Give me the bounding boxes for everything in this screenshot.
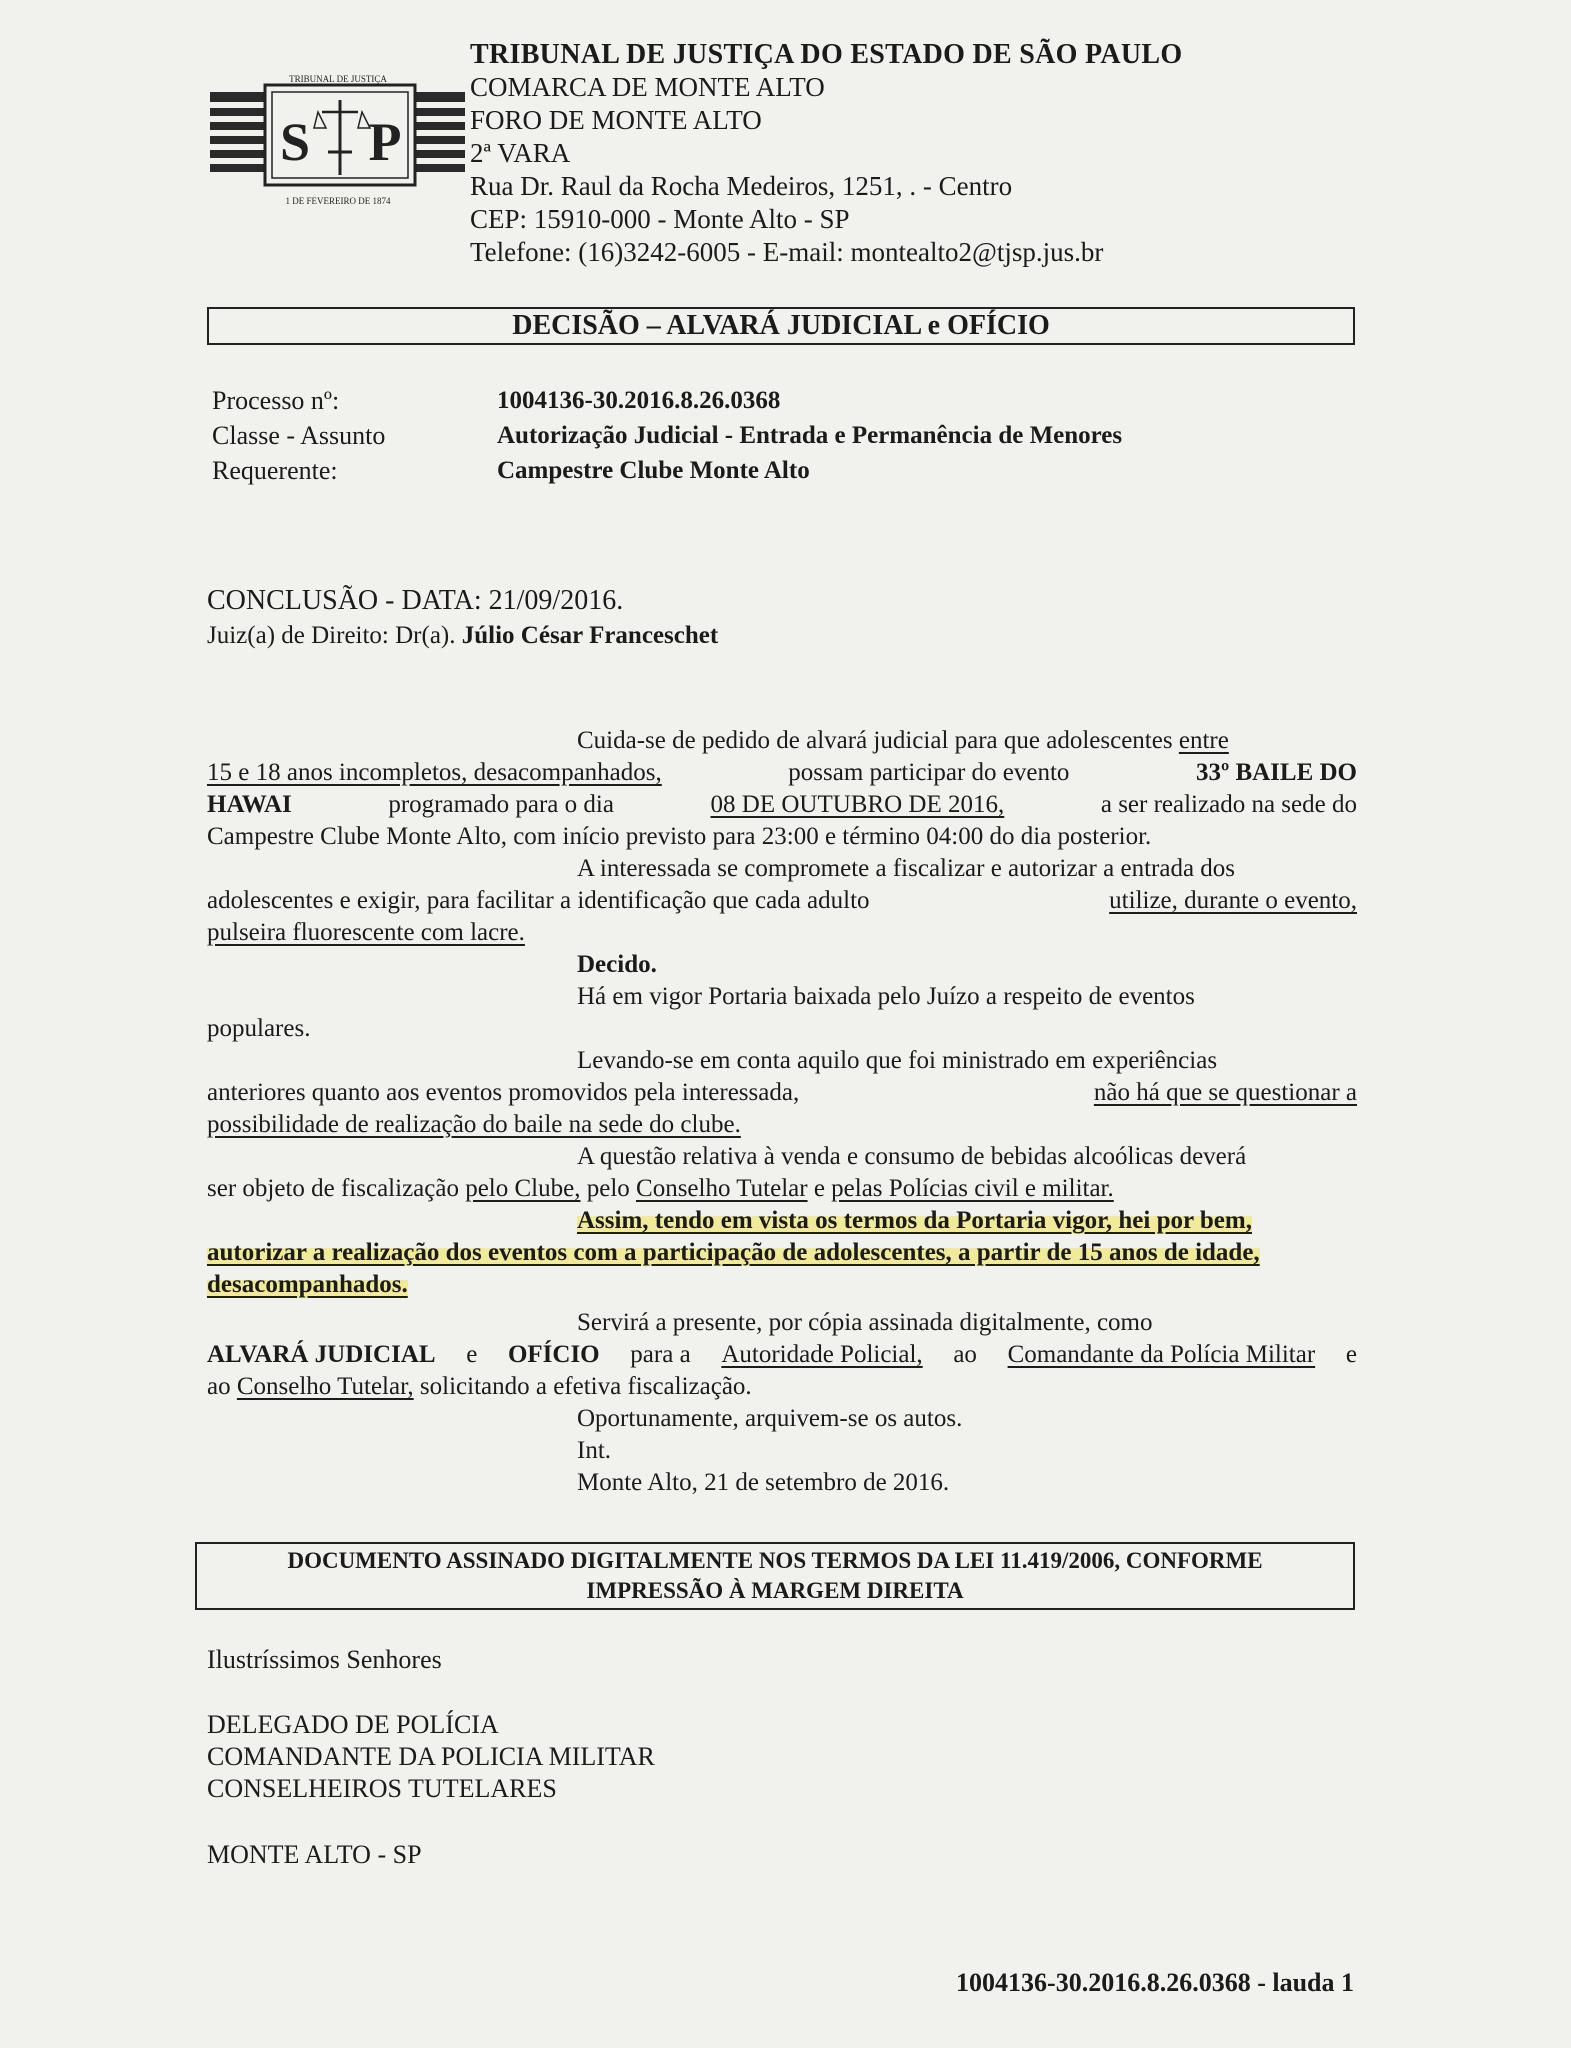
text-segment: e bbox=[466, 1341, 478, 1368]
text-segment: Conselho Tutelar, bbox=[236, 1373, 414, 1400]
body-line bbox=[207, 1173, 1357, 1205]
text-segment: Conselho Tutelar bbox=[636, 1175, 808, 1202]
text-segment: anteriores quanto aos eventos promovidos pela interessada, bbox=[207, 1079, 800, 1106]
text-segment: Comandante da Polícia Militar bbox=[1007, 1341, 1316, 1368]
judge-prefix: Juiz(a) de Direito: Dr(a). bbox=[207, 622, 456, 649]
text-segment: e bbox=[1345, 1341, 1357, 1368]
document-title: DECISÃO – ALVARÁ JUDICIAL e OFÍCIO bbox=[207, 307, 1355, 345]
signature-line-2: IMPRESSÃO À MARGEM DIREITA bbox=[586, 1578, 964, 1603]
seal-top-text: TRIBUNAL DE JUSTIÇA bbox=[289, 74, 387, 84]
class-value: Autorização Judicial - Entrada e Permanência de Menores bbox=[497, 421, 1123, 449]
seal-letter-p: P bbox=[368, 112, 402, 172]
greeting: Ilustríssimos Senhores bbox=[207, 1645, 442, 1674]
highlighted-text: Assim, tendo em vista os termos da Portaria vigor, hei por bem, bbox=[577, 1205, 1252, 1237]
process-row bbox=[212, 383, 1122, 418]
text-segment: pelo Clube, bbox=[465, 1175, 581, 1202]
highlighted-text: desacompanhados. bbox=[207, 1269, 408, 1301]
body-line bbox=[207, 1109, 1357, 1141]
text-segment: entre bbox=[1178, 727, 1229, 754]
body-line: populares. bbox=[207, 1015, 311, 1042]
body-line: A interessada se compromete a fiscalizar e autorizar a entrada dos bbox=[577, 855, 1236, 882]
body-line: Int. bbox=[577, 1437, 612, 1464]
applicant-row bbox=[212, 453, 1122, 488]
text-segment: pelas Polícias civil e militar. bbox=[831, 1175, 1114, 1202]
class-label: Classe - Assunto bbox=[212, 420, 386, 450]
body-line bbox=[207, 885, 1357, 917]
recipient-city: MONTE ALTO - SP bbox=[207, 1840, 422, 1869]
text-segment: possibilidade de realização do baile na sede do clube. bbox=[207, 1111, 741, 1138]
recipient-1: DELEGADO DE POLÍCIA bbox=[207, 1710, 499, 1739]
class-row bbox=[212, 418, 1122, 453]
process-label: Processo nº: bbox=[212, 385, 340, 415]
text-segment: não há que se questionar a bbox=[1093, 1079, 1357, 1106]
applicant-value: Campestre Clube Monte Alto bbox=[497, 456, 810, 484]
tjsp-seal-icon bbox=[210, 70, 465, 210]
text-segment: e bbox=[813, 1175, 825, 1202]
text-segment: 15 e 18 anos incompletos, desacompanhados, bbox=[207, 759, 662, 786]
body-line: Servirá a presente, por cópia assinada digitalmente, como bbox=[577, 1309, 1153, 1336]
vara: 2ª VARA bbox=[470, 138, 571, 168]
body-line: Oportunamente, arquivem-se os autos. bbox=[577, 1405, 963, 1432]
seal-letter-s: S bbox=[279, 112, 311, 172]
text-segment: ALVARÁ JUDICIAL bbox=[207, 1341, 436, 1368]
seal-bottom-text: 1 DE FEVEREIRO DE 1874 bbox=[285, 196, 391, 206]
process-info bbox=[212, 383, 1122, 488]
court-contact: Telefone: (16)3242-6005 - E-mail: montealto2@tjsp.jus.br bbox=[470, 237, 1104, 267]
foro: FORO DE MONTE ALTO bbox=[470, 105, 762, 135]
text-segment: pulseira fluorescente com lacre. bbox=[207, 919, 525, 946]
text-segment: a ser realizado na sede do bbox=[1100, 791, 1357, 818]
signing-date: Monte Alto, 21 de setembro de 2016. bbox=[577, 1469, 950, 1496]
highlighted-text: autorizar a realização dos eventos com a participação de adolescentes, a partir de 15 anos de idade, bbox=[207, 1237, 1260, 1269]
judge-name: Júlio César Franceschet bbox=[461, 622, 719, 649]
digital-signature-notice bbox=[195, 1542, 1355, 1610]
text-segment: pelo bbox=[586, 1175, 630, 1202]
body-line: Levando-se em conta aquilo que foi ministrado em experiências bbox=[577, 1047, 1218, 1074]
applicant-label: Requerente: bbox=[212, 455, 338, 485]
conclusion-date: CONCLUSÃO - DATA: 21/09/2016. bbox=[207, 585, 624, 616]
text-segment: OFÍCIO bbox=[507, 1341, 600, 1368]
text-segment: programado para o dia bbox=[388, 791, 614, 818]
process-number: 1004136-30.2016.8.26.0368 bbox=[497, 386, 781, 414]
body-line bbox=[207, 1371, 1357, 1403]
event-date: 08 DE OUTUBRO DE 2016, bbox=[710, 791, 1005, 818]
body-line bbox=[207, 1237, 1357, 1269]
body-line bbox=[207, 1077, 1357, 1109]
event-name: 33º BAILE DO bbox=[1195, 759, 1357, 786]
text-segment: utilize, durante o evento, bbox=[1109, 887, 1357, 914]
text-segment: possam participar do evento bbox=[788, 759, 1070, 786]
decido-heading: Decido. bbox=[577, 951, 657, 978]
text-segment: adolescentes e exigir, para facilitar a identificação que cada adulto bbox=[207, 887, 870, 914]
signature-line-1: DOCUMENTO ASSINADO DIGITALMENTE NOS TERMOS DA LEI 11.419/2006, CONFORME bbox=[287, 1548, 1263, 1573]
judge-line bbox=[207, 622, 718, 650]
body-line bbox=[207, 1269, 1357, 1301]
text-segment: ao bbox=[953, 1341, 977, 1368]
court-address: Rua Dr. Raul da Rocha Medeiros, 1251, . - Centro bbox=[470, 171, 1013, 201]
decision-body bbox=[207, 725, 1357, 1499]
body-line: A questão relativa à venda e consumo de bebidas alcoólicas deverá bbox=[577, 1143, 1247, 1170]
body-line: Campestre Clube Monte Alto, com início previsto para 23:00 e término 04:00 do dia posterior. bbox=[207, 823, 1152, 850]
text-segment: Autoridade Policial, bbox=[721, 1341, 923, 1368]
page-footer: 1004136-30.2016.8.26.0368 - lauda 1 bbox=[956, 1968, 1354, 1997]
text-segment: ao bbox=[207, 1373, 231, 1400]
text-segment: solicitando a efetiva fiscalização. bbox=[419, 1373, 752, 1400]
text-segment: ser objeto de fiscalização bbox=[207, 1175, 459, 1202]
comarca: COMARCA DE MONTE ALTO bbox=[470, 72, 825, 102]
body-line: Há em vigor Portaria baixada pelo Juízo a respeito de eventos bbox=[577, 983, 1195, 1010]
court-name: TRIBUNAL DE JUSTIÇA DO ESTADO DE SÃO PAULO bbox=[470, 39, 1183, 70]
body-line bbox=[207, 917, 1357, 949]
body-line bbox=[207, 757, 1357, 789]
recipient-2: COMANDANTE DA POLICIA MILITAR bbox=[207, 1742, 655, 1771]
event-name: HAWAI bbox=[207, 791, 292, 818]
body-line bbox=[207, 1339, 1357, 1371]
body-line bbox=[207, 789, 1357, 821]
body-line bbox=[207, 725, 1357, 757]
recipient-3: CONSELHEIROS TUTELARES bbox=[207, 1774, 557, 1803]
court-header bbox=[470, 38, 1270, 269]
text-segment: para a bbox=[630, 1341, 691, 1368]
text-segment: Cuida-se de pedido de alvará judicial para que adolescentes bbox=[577, 727, 1173, 754]
court-cep: CEP: 15910-000 - Monte Alto - SP bbox=[470, 204, 850, 234]
body-line bbox=[207, 1205, 1357, 1237]
